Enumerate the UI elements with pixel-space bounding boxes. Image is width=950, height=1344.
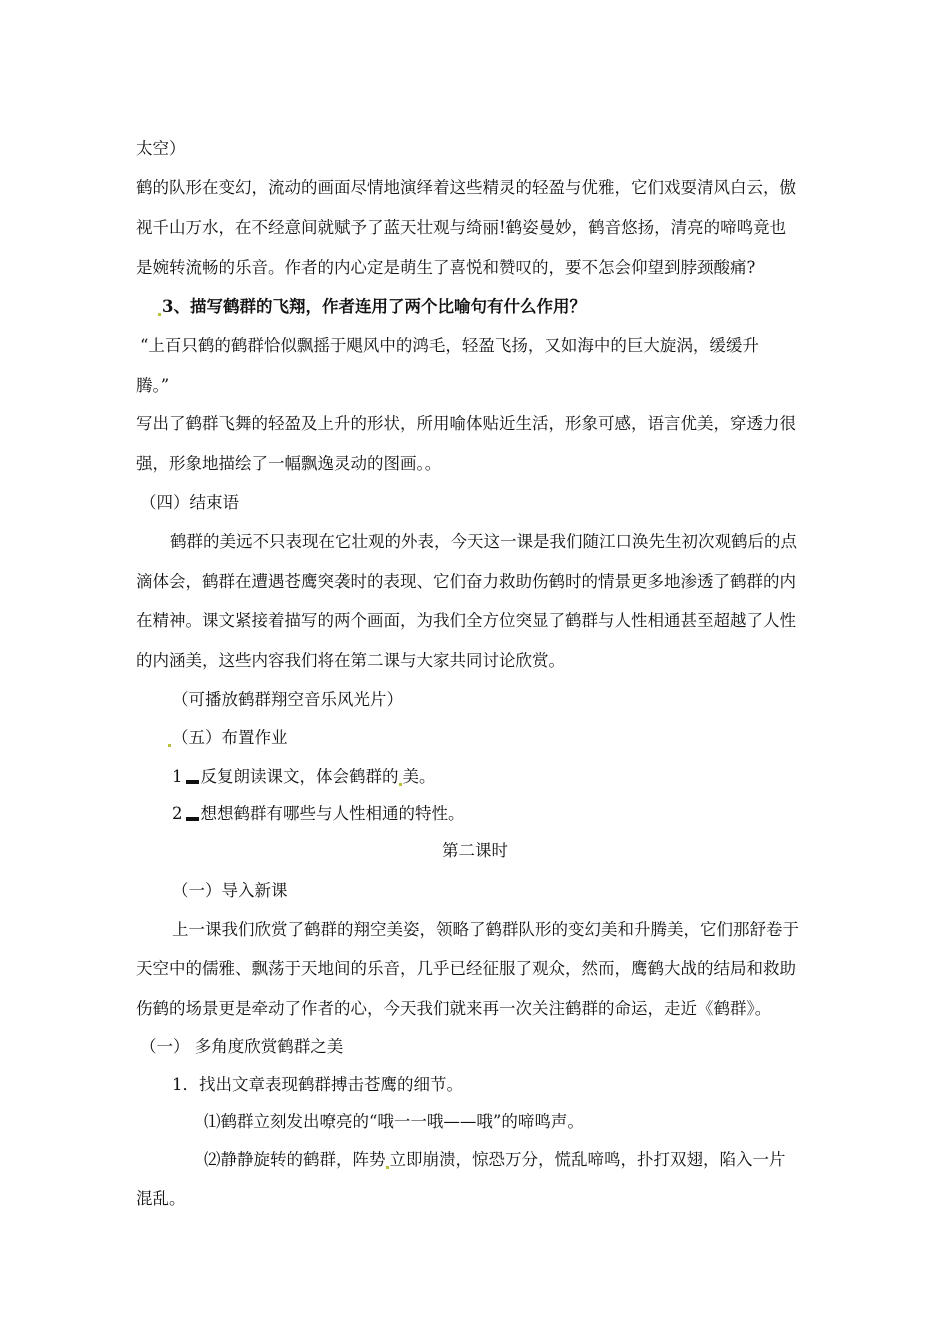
text-line: 混乱。 xyxy=(136,1189,186,1208)
highlight-mark xyxy=(168,744,171,747)
text-line: 1．找出文章表现鹤群搏击苍鹰的细节。 xyxy=(172,1075,463,1094)
lesson-title: 第二课时 xyxy=(442,841,508,860)
text-line: 太空） xyxy=(136,139,186,158)
quote-line: 腾。” xyxy=(136,376,170,395)
section-heading: （一）导入新课 xyxy=(172,881,288,900)
text-line: 强，形象地描绘了一幅飘逸灵动的图画。。 xyxy=(136,454,442,473)
text-line: 天空中的儒雅、飘荡于天地间的乐音，几乎已经征服了观众，然而，鹰鹤大战的结局和救助 xyxy=(136,959,796,978)
section-heading: （四）结束语 xyxy=(140,493,239,512)
text-line: 上一课我们欣赏了鹤群的翔空美姿，领略了鹤群队形的变幻美和升腾美，它们那舒卷于 xyxy=(172,920,799,939)
dash-mark xyxy=(186,780,199,784)
text-line: 鹤群的美远不只表现在它壮观的外表，今天这一课是我们随江口涣先生初次观鹤后的点 xyxy=(170,532,797,551)
text-line: 写出了鹤群飞舞的轻盈及上升的形状，所用喻体贴近生活，形象可感，语言优美，穿透力很 xyxy=(136,414,796,433)
question-heading: 3、描写鹤群的飞翔，作者连用了两个比喻句有什么作用？ xyxy=(158,297,586,317)
highlight-mark xyxy=(158,313,161,316)
note-line: （可播放鹤群翔空音乐风光片） xyxy=(172,690,403,709)
dash-mark xyxy=(186,817,199,821)
homework-item: 2 想想鹤群有哪些与人性相通的特性。 xyxy=(172,804,465,823)
section-heading: （一） 多角度欣赏鹤群之美 xyxy=(140,1037,344,1056)
detail-item: ⑵静静旋转的鹤群，阵势 立即崩溃，惊恐万分，慌乱啼鸣，扑打双翅，陷入一片 xyxy=(204,1150,786,1169)
text-line: 在精神。课文紧接着描写的两个画面，为我们全方位突显了鹤群与人性相通甚至超越了人性 xyxy=(136,611,796,630)
text-line: 伤鹤的场景更是牵动了作者的心，今天我们就来再一次关注鹤群的命运，走近《鹤群》。 xyxy=(136,999,772,1018)
quote-line: “上百只鹤的鹤群恰似飘摇于飓风中的鸿毛，轻盈飞扬，又如海中的巨大旋涡，缓缓升 xyxy=(140,336,759,355)
text-line: 鹤的队形在变幻，流动的画面尽情地演绎着这些精灵的轻盈与优雅，它们戏耍清风白云，傲 xyxy=(136,178,796,197)
homework-item: 1 反复朗读课文，体会鹤群的 美。 xyxy=(172,767,436,786)
highlight-mark xyxy=(399,783,402,786)
section-heading: （五）布置作业 xyxy=(168,728,288,748)
text-line: 的内涵美，这些内容我们将在第二课与大家共同讨论欣赏。 xyxy=(136,651,565,670)
text-line: 视千山万水，在不经意间就赋予了蓝天壮观与绮丽!鹤姿曼妙，鹤音悠扬，清亮的啼鸣竟也 xyxy=(136,218,787,237)
highlight-mark xyxy=(386,1166,389,1169)
detail-item: ⑴鹤群立刻发出嘹亮的“哦一一哦——哦”的啼鸣声。 xyxy=(204,1112,584,1131)
text-line: 滴体会，鹤群在遭遇苍鹰突袭时的表现、它们奋力救助伤鹤时的情景更多地渗透了鹤群的内 xyxy=(136,572,796,591)
text-line: 是婉转流畅的乐音。作者的内心定是萌生了喜悦和赞叹的，要不怎会仰望到脖颈酸痛? xyxy=(136,258,756,277)
